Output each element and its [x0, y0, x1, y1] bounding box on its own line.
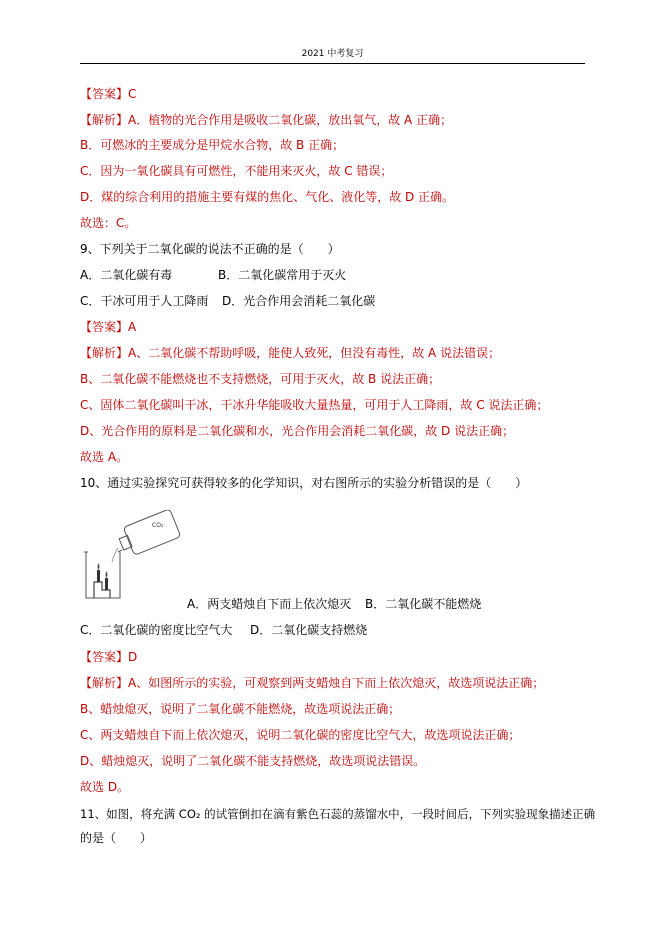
q9-analysis-line-4: D、光合作用的原料是二氧化碳和水，光合作用会消耗二氧化碳，故 D 说法正确；: [80, 424, 515, 438]
answer-label: 【答案】: [80, 320, 129, 334]
analysis-text: A．植物的光合作用是吸收二氧化碳，放出氧气，故 A 正确；: [128, 113, 453, 127]
q10-option-c: C．二氧化碳的密度比空气大: [80, 623, 233, 637]
q10-analysis-line-3: C、两支蜡烛自下而上依次熄灭，说明二氧化碳的密度比空气大，故选项说法正确；: [80, 728, 521, 742]
q11-stem-line-2: 的是（ ）: [80, 831, 153, 845]
q9-options-row-1: [80, 267, 346, 283]
q10-answer: [80, 649, 137, 665]
q10-stem: 10、通过实验探究可获得较多的化学知识，对右图所示的实验分析错误的是（ ）: [80, 476, 528, 490]
q8-conclusion: 故选：C。: [80, 216, 137, 230]
q9-option-d: D．光合作用会消耗二氧化碳: [222, 294, 376, 308]
q11-stem-line-1: 11、如图，将充满 CO₂ 的试管倒扣在滴有紫色石蕊的蒸馏水中，一段时间后，下列实验现象描述正确: [80, 807, 596, 821]
q9-analysis-line-1: [80, 345, 500, 361]
candle-high-icon: [97, 563, 100, 582]
q9-stem: 9、下列关于二氧化碳的说法不正确的是（ ）: [80, 242, 340, 256]
q8-analysis-line-3: C．因为一氧化碳具有可燃性，不能用来灭火，故 C 错误；: [80, 164, 393, 178]
q10-analysis-line-1: [80, 675, 544, 691]
co2-label: CO₂: [152, 522, 164, 529]
q9-option-c: C．干冰可用于人工降雨: [80, 294, 209, 308]
answer-value: D: [128, 650, 138, 664]
beaker-candles-illustration: [80, 510, 190, 602]
q10-option-d: D．二氧化碳支持燃烧: [250, 623, 368, 637]
beaker-icon: [84, 550, 122, 598]
analysis-label: 【解析】: [80, 113, 129, 127]
q10-options-row-1: [187, 596, 481, 612]
co2-stream: [112, 548, 118, 562]
page-header: [80, 47, 585, 64]
q10-option-b: B．二氧化碳不能燃烧: [365, 597, 482, 611]
candle-low-icon: [105, 571, 108, 590]
header-title: 2021 中考复习: [301, 49, 364, 59]
q9-option-b: B．二氧化碳常用于灭火: [218, 268, 347, 282]
q9-conclusion: 故选 A。: [80, 450, 129, 464]
answer-label: 【答案】: [80, 87, 129, 101]
analysis-label: 【解析】: [80, 676, 129, 690]
q8-analysis-line-1: [80, 112, 452, 128]
answer-value: C: [128, 87, 137, 101]
q10-options-row-2: [80, 622, 367, 638]
q10-option-a: A．两支蜡烛自下而上依次熄灭: [187, 597, 352, 611]
q10-analysis-line-2: B、蜡烛熄灭，说明了二氧化碳不能燃烧，故选项说法正确；: [80, 702, 401, 716]
q9-answer: [80, 319, 136, 335]
q10-conclusion: 故选 D。: [80, 780, 130, 794]
q9-options-row-2: [80, 293, 375, 309]
analysis-text: A、如图所示的实验，可观察到两支蜡烛自下而上依次熄灭，故选项说法正确；: [128, 676, 545, 690]
q9-analysis-line-3: C、固体二氧化碳叫干冰，干冰升华能吸收大量热量，可用于人工降雨，故 C 说法正确；: [80, 398, 549, 412]
answer-value: A: [128, 320, 137, 334]
q10-analysis-line-4: D、蜡烛熄灭，说明了二氧化碳不能支持燃烧，故选项说法错误。: [80, 754, 426, 768]
answer-label: 【答案】: [80, 650, 129, 664]
gas-bottle-icon: [116, 510, 181, 558]
q10-experiment-figure: [80, 510, 190, 602]
q8-answer: [80, 86, 136, 102]
q8-analysis-line-2: B．可燃冰的主要成分是甲烷水合物，故 B 正确；: [80, 138, 345, 152]
analysis-label: 【解析】: [80, 346, 129, 360]
q9-analysis-line-2: B、二氧化碳不能燃烧也不支持燃烧，可用于灭火，故 B 说法正确；: [80, 372, 441, 386]
q9-option-a: A．二氧化碳有毒: [80, 268, 173, 282]
analysis-text: A、二氧化碳不帮助呼吸，能使人致死，但没有毒性，故 A 说法错误；: [128, 346, 501, 360]
q8-analysis-line-4: D．煤的综合利用的措施主要有煤的焦化、气化、液化等，故 D 正确。: [80, 190, 455, 204]
